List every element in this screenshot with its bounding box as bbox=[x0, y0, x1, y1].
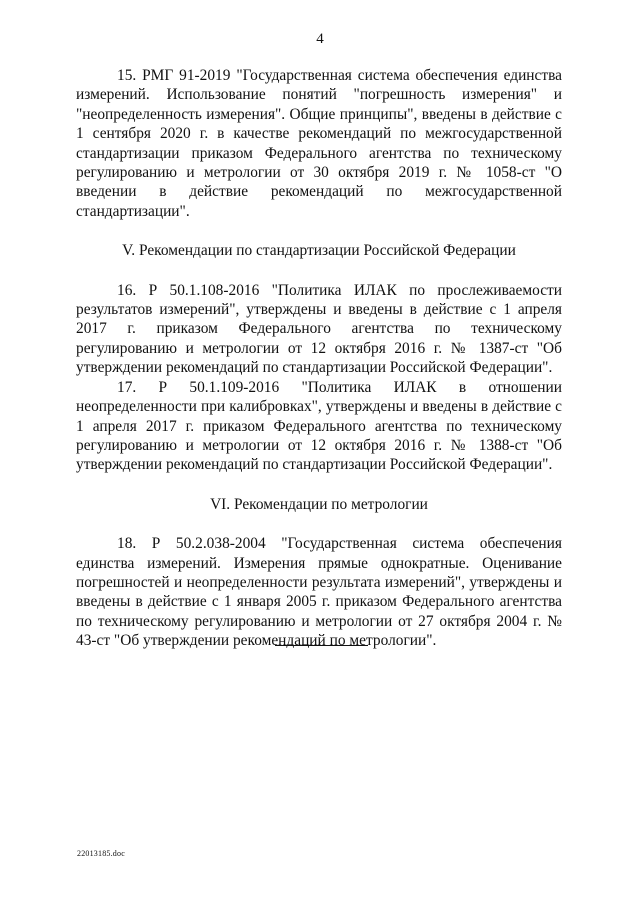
document-body bbox=[76, 66, 562, 651]
list-item-16: 16. Р 50.1.108-2016 "Политика ИЛАК по прослеживаемости результатов измерений", утверждены и введены в действие с 1 апреля 2017 г. приказом Федерального агентства по техническому регулированию и метрологии от 12 октября 2016 г. № 1387-ст "Об утверждении рекомендаций по стандартизации Российской Федерации". bbox=[76, 281, 562, 377]
end-separator-line bbox=[275, 645, 368, 646]
page-number: 4 bbox=[316, 31, 324, 47]
section-heading-vi: VI. Рекомендации по метрологии bbox=[210, 495, 428, 513]
section-heading-v: V. Рекомендации по стандартизации Российской Федерации bbox=[122, 242, 516, 260]
list-item-17: 17. Р 50.1.109-2016 "Политика ИЛАК в отношении неопределенности при калибровках", утверждены и введены в действие с 1 апреля 2017 г. приказом Федерального агентства по техническому регулированию и метрологии от 12 октября 2016 г. № 1388-ст "Об утверждении рекомендаций по стандартизации Российской Федерации". bbox=[76, 378, 562, 474]
document-id-footer: 22013185.doc bbox=[77, 849, 125, 858]
list-item-15: 15. РМГ 91-2019 "Государственная система обеспечения единства измерений. Использование понятий "погрешность измерения" и "неопределенность измерения". Общие принципы", введены в действие с 1 сентября 2020 г. в качестве рекомендаций по межгосударственной стандартизации приказом Федерального агентства по техническому регулированию и метрологии от 30 октября 2019 г. № 1058-ст "О введении в действие рекомендаций по межгосударственной стандартизации". bbox=[76, 67, 562, 220]
list-item-18: 18. Р 50.2.038-2004 "Государственная система обеспечения единства измерений. Измерения прямые однократные. Оценивание погрешностей и неопределенности результата измерений", утверждены и введены в действие с 1 января 2005 г. приказом Федерального агентства по техническому регулированию и метрологии от 27 октября 2004 г. № 43-ст "Об утверждении рекомендаций по метрологии". bbox=[76, 535, 562, 650]
